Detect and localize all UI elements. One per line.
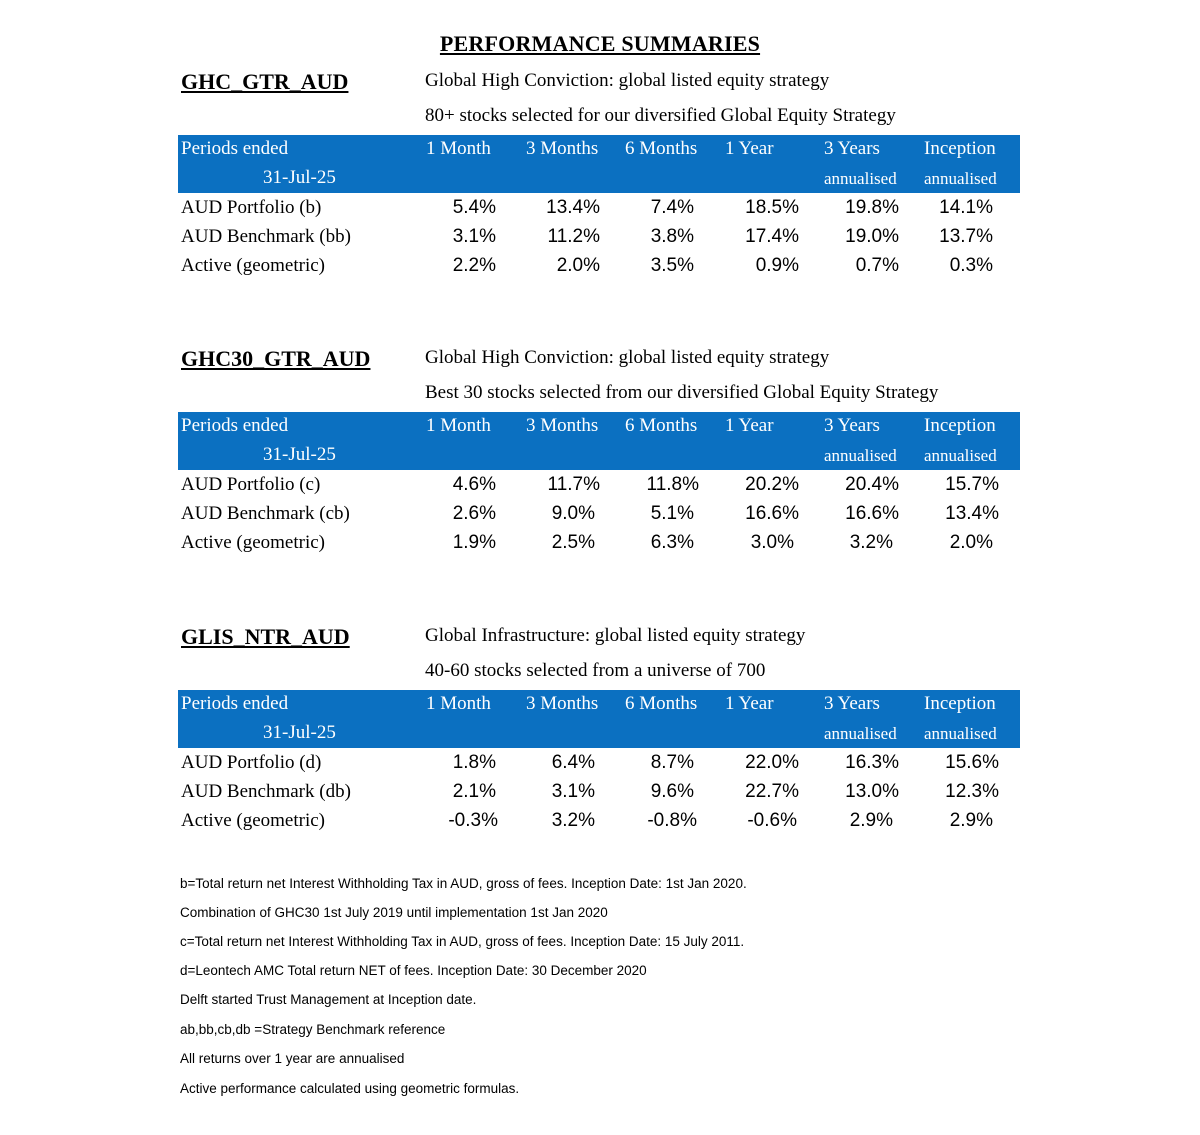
table-cell: -0.3% [448,810,498,831]
table-cell: 6.3% [650,532,694,553]
column-header: 6 Months [625,138,698,159]
table-cell: 8.7% [650,752,694,773]
column-header: 3 Months [526,415,599,436]
table-cell: 0.3% [949,255,993,276]
table-cell: 3.0% [750,532,794,553]
table-cell: 1.8% [452,752,496,773]
table-cell: 13.4% [945,503,999,524]
column-subheader: annualised [824,724,897,743]
column-header: 3 Years [824,693,880,714]
strategy-code: GHC_GTR_AUD [181,69,349,94]
column-header: 3 Months [526,693,599,714]
table-cell: 3.2% [551,810,595,831]
periods-ended-label: Periods ended [181,138,289,159]
row-label: Active (geometric) [181,810,326,831]
column-header: Inception [924,138,996,159]
period-date: 31-Jul-25 [263,444,336,465]
table-cell: 16.3% [845,752,899,773]
column-header: 1 Month [426,138,491,159]
table-cell: -0.6% [747,810,797,831]
column-header: 3 Years [824,415,880,436]
table-cell: 18.5% [745,197,799,218]
column-header: 3 Years [824,138,880,159]
table-cell: 9.0% [551,503,595,524]
table-cell: 2.6% [452,503,496,524]
table-cell: 3.5% [650,255,694,276]
strategy-description: Global High Conviction: global listed equity strategy [425,70,830,91]
period-date: 31-Jul-25 [263,167,336,188]
strategy-subdescription: 40-60 stocks selected from a universe of 700 [425,660,766,681]
row-label: Active (geometric) [181,532,326,553]
column-header: Inception [924,415,996,436]
table-cell: 5.4% [452,197,496,218]
table-cell: 11.2% [547,226,600,247]
row-label: AUD Portfolio (b) [181,197,322,218]
table-cell: 6.4% [551,752,595,773]
table-cell: 2.0% [556,255,600,276]
table-cell: 19.8% [845,197,899,218]
column-subheader: annualised [924,169,997,188]
column-header: 1 Month [426,693,491,714]
table-cell: 2.0% [949,532,993,553]
column-subheader: annualised [924,724,997,743]
strategy-description: Global High Conviction: global listed equity strategy [425,347,830,368]
table-cell: 3.1% [452,226,496,247]
column-header: 1 Month [426,415,491,436]
period-date: 31-Jul-25 [263,722,336,743]
performance-section [0,69,1200,279]
footnote: d=Leontech AMC Total return NET of fees. Inception Date: 30 December 2020 [180,963,647,978]
footnote: Active performance calculated using geometric formulas. [180,1081,520,1096]
table-cell: 7.4% [650,197,694,218]
page-title: PERFORMANCE SUMMARIES [439,31,761,56]
table-cell: 13.7% [939,226,993,247]
table-cell: 2.9% [849,810,893,831]
performance-section [0,346,1200,556]
table-cell: 17.4% [745,226,799,247]
footnote: ab,bb,cb,db =Strategy Benchmark reference [180,1022,446,1037]
row-label: AUD Benchmark (db) [181,781,351,802]
table-cell: 2.1% [452,781,496,802]
column-header: 3 Months [526,138,599,159]
table-cell: 20.4% [845,474,899,495]
periods-ended-label: Periods ended [181,693,289,714]
row-label: AUD Portfolio (d) [181,752,322,773]
strategy-subdescription: Best 30 stocks selected from our diversified Global Equity Strategy [425,382,939,403]
footnote: All returns over 1 year are annualised [180,1051,405,1066]
footnote: b=Total return net Interest Withholding Tax in AUD, gross of fees. Inception Date: 1st Jan 2020. [180,876,747,891]
table-cell: 2.9% [949,810,993,831]
row-label: AUD Benchmark (bb) [181,226,351,247]
table-cell: 16.6% [845,503,899,524]
table-cell: 0.9% [755,255,799,276]
periods-ended-label: Periods ended [181,415,289,436]
column-header: 1 Year [725,693,774,714]
table-cell: 15.7% [945,474,999,495]
column-header: Inception [924,693,996,714]
table-cell: 22.0% [745,752,799,773]
table-cell: 14.1% [939,197,993,218]
table-cell: 3.2% [849,532,893,553]
table-cell: 1.9% [452,532,496,553]
table-cell: 2.5% [551,532,595,553]
table-cell: 16.6% [745,503,799,524]
column-header: 1 Year [725,138,774,159]
strategy-subdescription: 80+ stocks selected for our diversified Global Equity Strategy [425,105,896,126]
table-cell: 4.6% [452,474,496,495]
column-header: 1 Year [725,415,774,436]
footnote: c=Total return net Interest Withholding Tax in AUD, gross of fees. Inception Date: 15 July 2011. [180,934,745,949]
row-label: Active (geometric) [181,255,326,276]
table-cell: 22.7% [745,781,799,802]
table-cell: 12.3% [945,781,999,802]
row-label: AUD Benchmark (cb) [181,503,350,524]
table-cell: 13.0% [845,781,899,802]
table-cell: 5.1% [650,503,694,524]
column-subheader: annualised [824,446,897,465]
footnote: Combination of GHC30 1st July 2019 until implementation 1st Jan 2020 [180,905,608,920]
table-cell: 0.7% [855,255,899,276]
table-cell: 15.6% [945,752,999,773]
strategy-code: GLIS_NTR_AUD [181,624,350,649]
table-cell: 20.2% [745,474,799,495]
performance-section [0,624,1200,834]
column-header: 6 Months [625,415,698,436]
table-cell: 11.7% [547,474,600,495]
table-cell: 9.6% [650,781,694,802]
footnote: Delft started Trust Management at Inception date. [180,992,477,1007]
table-cell: 2.2% [452,255,496,276]
row-label: AUD Portfolio (c) [181,474,321,495]
column-header: 6 Months [625,693,698,714]
table-cell: -0.8% [647,810,697,831]
column-subheader: annualised [824,169,897,188]
table-cell: 13.4% [546,197,600,218]
strategy-code: GHC30_GTR_AUD [181,346,371,371]
table-cell: 11.8% [646,474,699,495]
table-cell: 3.1% [551,781,595,802]
column-subheader: annualised [924,446,997,465]
strategy-description: Global Infrastructure: global listed equity strategy [425,625,806,646]
table-cell: 3.8% [650,226,694,247]
table-cell: 19.0% [845,226,899,247]
